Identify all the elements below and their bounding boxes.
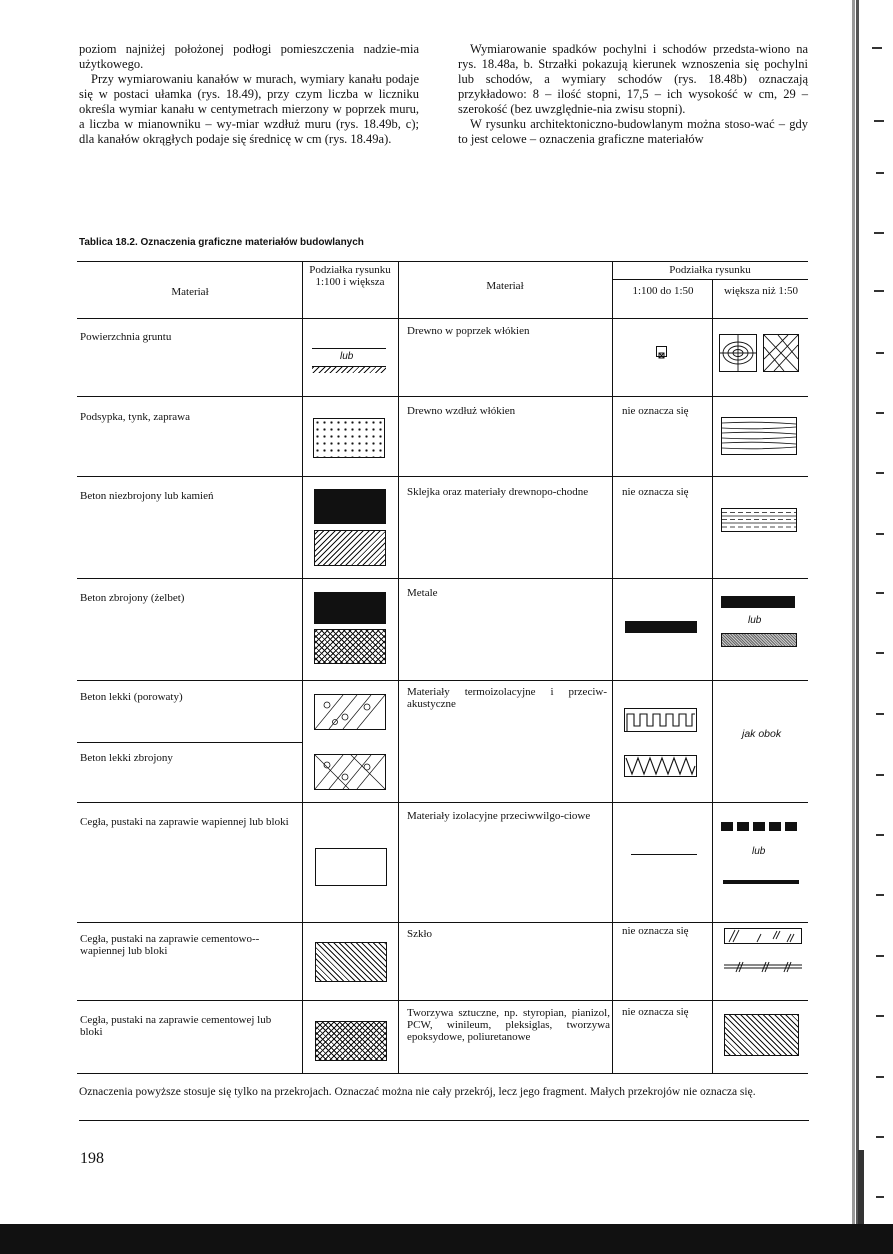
header-scale-left: Podziałka rysunku 1:100 i większa bbox=[309, 264, 391, 288]
left-row-label: Beton lekki zbrojony bbox=[80, 752, 173, 764]
metal-small-swatch bbox=[625, 621, 697, 633]
wood-across-small-swatch bbox=[656, 346, 667, 357]
left-row-label: Powierzchnia gruntu bbox=[80, 331, 172, 343]
not-marked-label: nie oznacza się bbox=[622, 1006, 689, 1018]
thermal-insulation-swatch bbox=[624, 708, 697, 732]
footnote-rule bbox=[79, 1120, 809, 1121]
paragraph: W rysunku architektoniczno-budowlanym można stoso-wać – gdy to jest celowe – oznaczenia graficzne materiałów bbox=[458, 117, 808, 146]
right-row-label: Tworzywa sztuczne, np. styropian, pianizol, PCW, winileum, pleksiglas, tworzywa epoksydowe, poliuretanowe bbox=[407, 1007, 610, 1043]
glass-line-swatch bbox=[724, 960, 802, 974]
right-row-label: Sklejka oraz materiały drewnopo-chodne bbox=[407, 486, 589, 498]
body-column-right bbox=[458, 42, 808, 147]
not-marked-label: nie oznacza się bbox=[622, 486, 689, 498]
left-row-label: Cegła, pustaki na zaprawie wapiennej lub bloki bbox=[80, 816, 289, 828]
light-concrete-swatch bbox=[314, 694, 386, 730]
plastics-swatch bbox=[724, 1014, 799, 1056]
moisture-dashed-swatch bbox=[721, 822, 799, 831]
wood-along-swatch bbox=[721, 417, 797, 455]
metal-grey-swatch bbox=[721, 633, 797, 647]
reinforced-cross-swatch bbox=[314, 629, 386, 664]
moisture-thick-line bbox=[723, 880, 799, 884]
header-material: Materiał bbox=[171, 286, 209, 298]
brick-lime-swatch bbox=[315, 848, 387, 886]
header-scale-large: większa niż 1:50 bbox=[724, 285, 798, 297]
or-label: lub bbox=[748, 615, 762, 626]
body-column-left bbox=[79, 42, 419, 147]
as-beside-label: jak obok bbox=[742, 728, 782, 740]
right-row-label: Drewno w poprzek włókien bbox=[407, 325, 530, 337]
header-material-2: Materiał bbox=[486, 280, 524, 292]
wood-radial-swatch bbox=[763, 334, 799, 372]
acoustic-insulation-swatch bbox=[624, 755, 697, 777]
not-marked-label: nie oznacza się bbox=[622, 925, 689, 937]
not-marked-label: nie oznacza się bbox=[622, 405, 689, 417]
scan-edge-decoration bbox=[852, 0, 893, 1224]
or-label: lub bbox=[752, 846, 766, 857]
brick-cement-lime-swatch bbox=[315, 942, 387, 982]
or-label: lub bbox=[340, 351, 354, 362]
left-row-label: Cegła, pustaki na zaprawie cementowej lub bloki bbox=[80, 1014, 272, 1038]
ground-hatch-swatch bbox=[312, 366, 386, 373]
header-scale-group: Podziałka rysunku bbox=[669, 264, 751, 276]
left-row-label: Podsypka, tynk, zaprawa bbox=[80, 411, 190, 423]
paragraph: poziom najniżej położonej podłogi pomieszczenia nadzie-mia użytkowego. bbox=[79, 42, 419, 71]
paragraph: Przy wymiarowaniu kanałów w murach, wymiary kanału podaje się w postaci ułamka (rys. 18.49), przy czym liczba w liczniku określa wymiar kanału w centymetrach mierzony w poprzek muru, a liczba w mianowniku – wy-miar wzdłuż muru (rys. 18.49b, c); dla kanałów okrągłych podaje się średnicę w cm (rys. 18.49a). bbox=[79, 72, 419, 146]
reinforced-solid-swatch bbox=[314, 592, 386, 624]
concrete-solid-swatch bbox=[314, 489, 386, 524]
concrete-hatch-swatch bbox=[314, 530, 386, 566]
ground-line bbox=[312, 348, 386, 349]
moisture-thin-line bbox=[631, 854, 697, 855]
right-row-label: Materiały termoizolacyjne i przeciw-akustyczne bbox=[407, 686, 607, 710]
header-scale-small: 1:100 do 1:50 bbox=[632, 285, 694, 297]
metal-large-swatch bbox=[721, 596, 795, 608]
page-number: 198 bbox=[80, 1150, 104, 1167]
paragraph: Wymiarowanie spadków pochylni i schodów przedsta-wiono na rys. 18.48a, b. Strzałki pokazują kierunek wznoszenia się pochylni lub schodów, a wymiary schodów (rys. 18.48b) oznaczają przykładowo: 8 – ilość stopni, 17,5 – ich wysokość w cm, 29 – szerokość (bez uwzględnie-nia zwisu stopni). bbox=[458, 42, 808, 116]
plaster-swatch bbox=[313, 418, 385, 458]
right-row-label: Materiały izolacyjne przeciwwilgo-ciowe bbox=[407, 810, 591, 822]
left-row-label: Beton lekki (porowaty) bbox=[80, 691, 183, 703]
scan-bottom-edge bbox=[0, 1224, 893, 1254]
table-caption: Tablica 18.2. Oznaczenia graficzne materiałów budowlanych bbox=[79, 237, 364, 248]
glass-swatch bbox=[724, 928, 802, 944]
light-reinforced-swatch bbox=[314, 754, 386, 790]
wood-rings-swatch bbox=[719, 334, 757, 372]
right-row-label: Szkło bbox=[407, 928, 433, 940]
left-row-label: Beton zbrojony (żelbet) bbox=[80, 592, 185, 604]
plywood-swatch bbox=[721, 508, 797, 532]
left-row-label: Beton niezbrojony lub kamień bbox=[80, 490, 214, 502]
brick-cement-swatch bbox=[315, 1021, 387, 1061]
right-row-label: Drewno wzdłuż włókien bbox=[407, 405, 516, 417]
right-row-label: Metale bbox=[407, 587, 438, 599]
left-row-label: Cegła, pustaki na zaprawie cementowo--wapiennej lub bloki bbox=[80, 933, 260, 957]
table-footnote: Oznaczenia powyższe stosuje się tylko na przekrojach. Oznaczać można nie cały przekrój, lecz jego fragment. Małych przekrojów nie oznacza się. bbox=[79, 1086, 756, 1098]
